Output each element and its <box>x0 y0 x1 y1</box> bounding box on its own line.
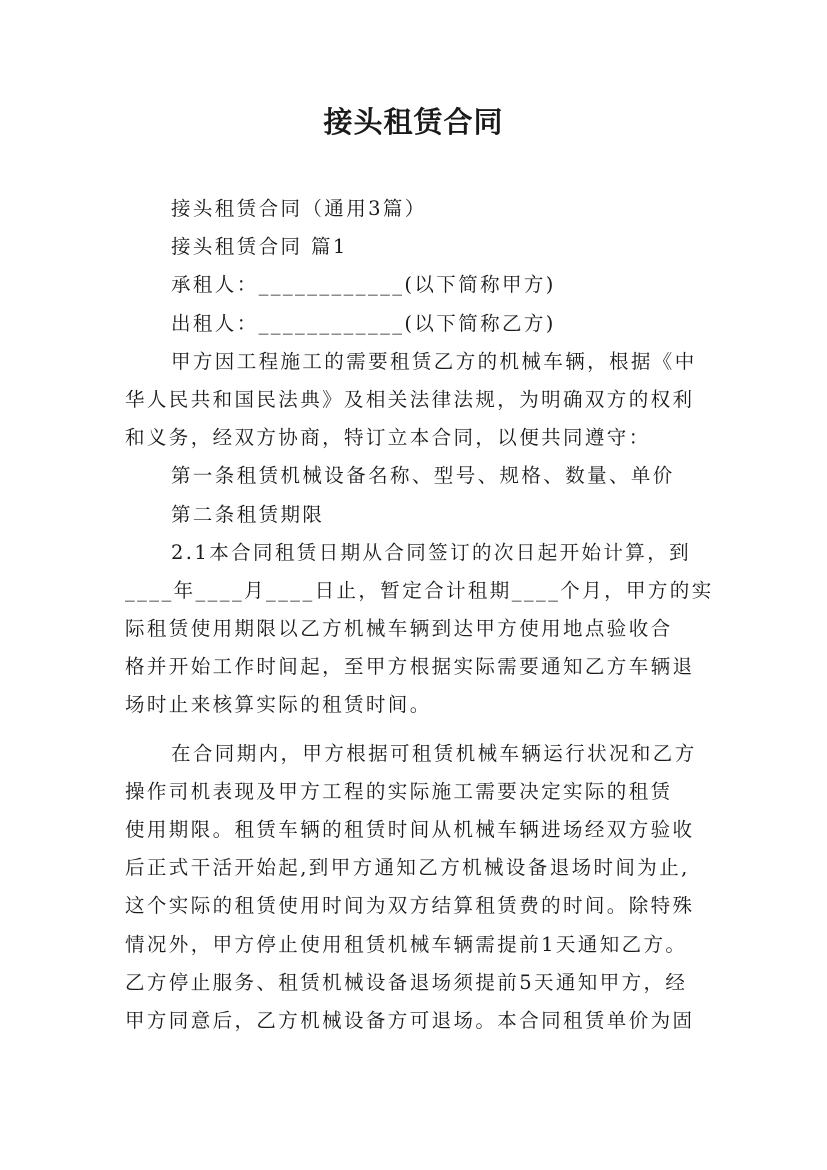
text-line: ____年____月____日止，暂定合计租期____个月，甲方的实 <box>125 578 714 602</box>
text-line: 在合同期内，甲方根据可租赁机械车辆运行状况和乙方 <box>171 741 697 765</box>
text-line: 使用期限。租赁车辆的租赁时间从机械车辆进场经双方验收 <box>125 818 695 841</box>
text-line: 情况外，甲方停止使用租赁机械车辆需提前1天通知乙方。 <box>125 932 688 956</box>
text-line: 操作司机表现及甲方工程的实际施工需要决定实际的租赁 <box>125 779 673 803</box>
text-line: 格并开始工作时间起，至甲方根据实际需要通知乙方车辆退 <box>125 655 695 679</box>
document-body <box>125 190 714 1040</box>
text-line: 和义务，经双方协商，特订立本合同，以便共同遵守： <box>125 426 651 450</box>
text-line: 华人民共和国民法典》及相关法律法规，为明确双方的权利 <box>125 387 695 411</box>
text-line: 场时止来核算实际的租赁时间。 <box>125 693 432 717</box>
text-line: 承租人：____________(以下简称甲方) <box>171 273 556 297</box>
text-line: 第一条租赁机械设备名称、型号、规格、数量、单价 <box>171 464 675 488</box>
text-line: 甲方因工程施工的需要租赁乙方的机械车辆，根据《中 <box>171 349 697 373</box>
text-line: 接头租赁合同（通用3篇） <box>171 197 427 220</box>
document-title: 接头租赁合同 <box>323 105 504 139</box>
text-line: 际租赁使用期限以乙方机械车辆到达甲方使用地点验收合 <box>125 617 673 641</box>
text-line: 出租人：____________(以下简称乙方) <box>171 311 556 335</box>
text-line: 这个实际的租赁使用时间为双方结算租赁费的时间。除特殊 <box>125 894 695 918</box>
text-line: 2.1本合同租赁日期从合同签订的次日起开始计算，到 <box>171 540 692 564</box>
text-line: 乙方停止服务、租赁机械设备退场须提前5天通知甲方，经 <box>125 970 688 994</box>
text-line: 后正式干活开始起,到甲方通知乙方机械设备退场时间为止, <box>125 856 690 880</box>
text-line: 接头租赁合同 篇1 <box>171 235 348 259</box>
text-line: 甲方同意后，乙方机械设备方可退场。本合同租赁单价为固 <box>125 1008 695 1032</box>
paragraph-gap <box>125 725 710 735</box>
text-line: 第二条租赁期限 <box>171 502 325 526</box>
